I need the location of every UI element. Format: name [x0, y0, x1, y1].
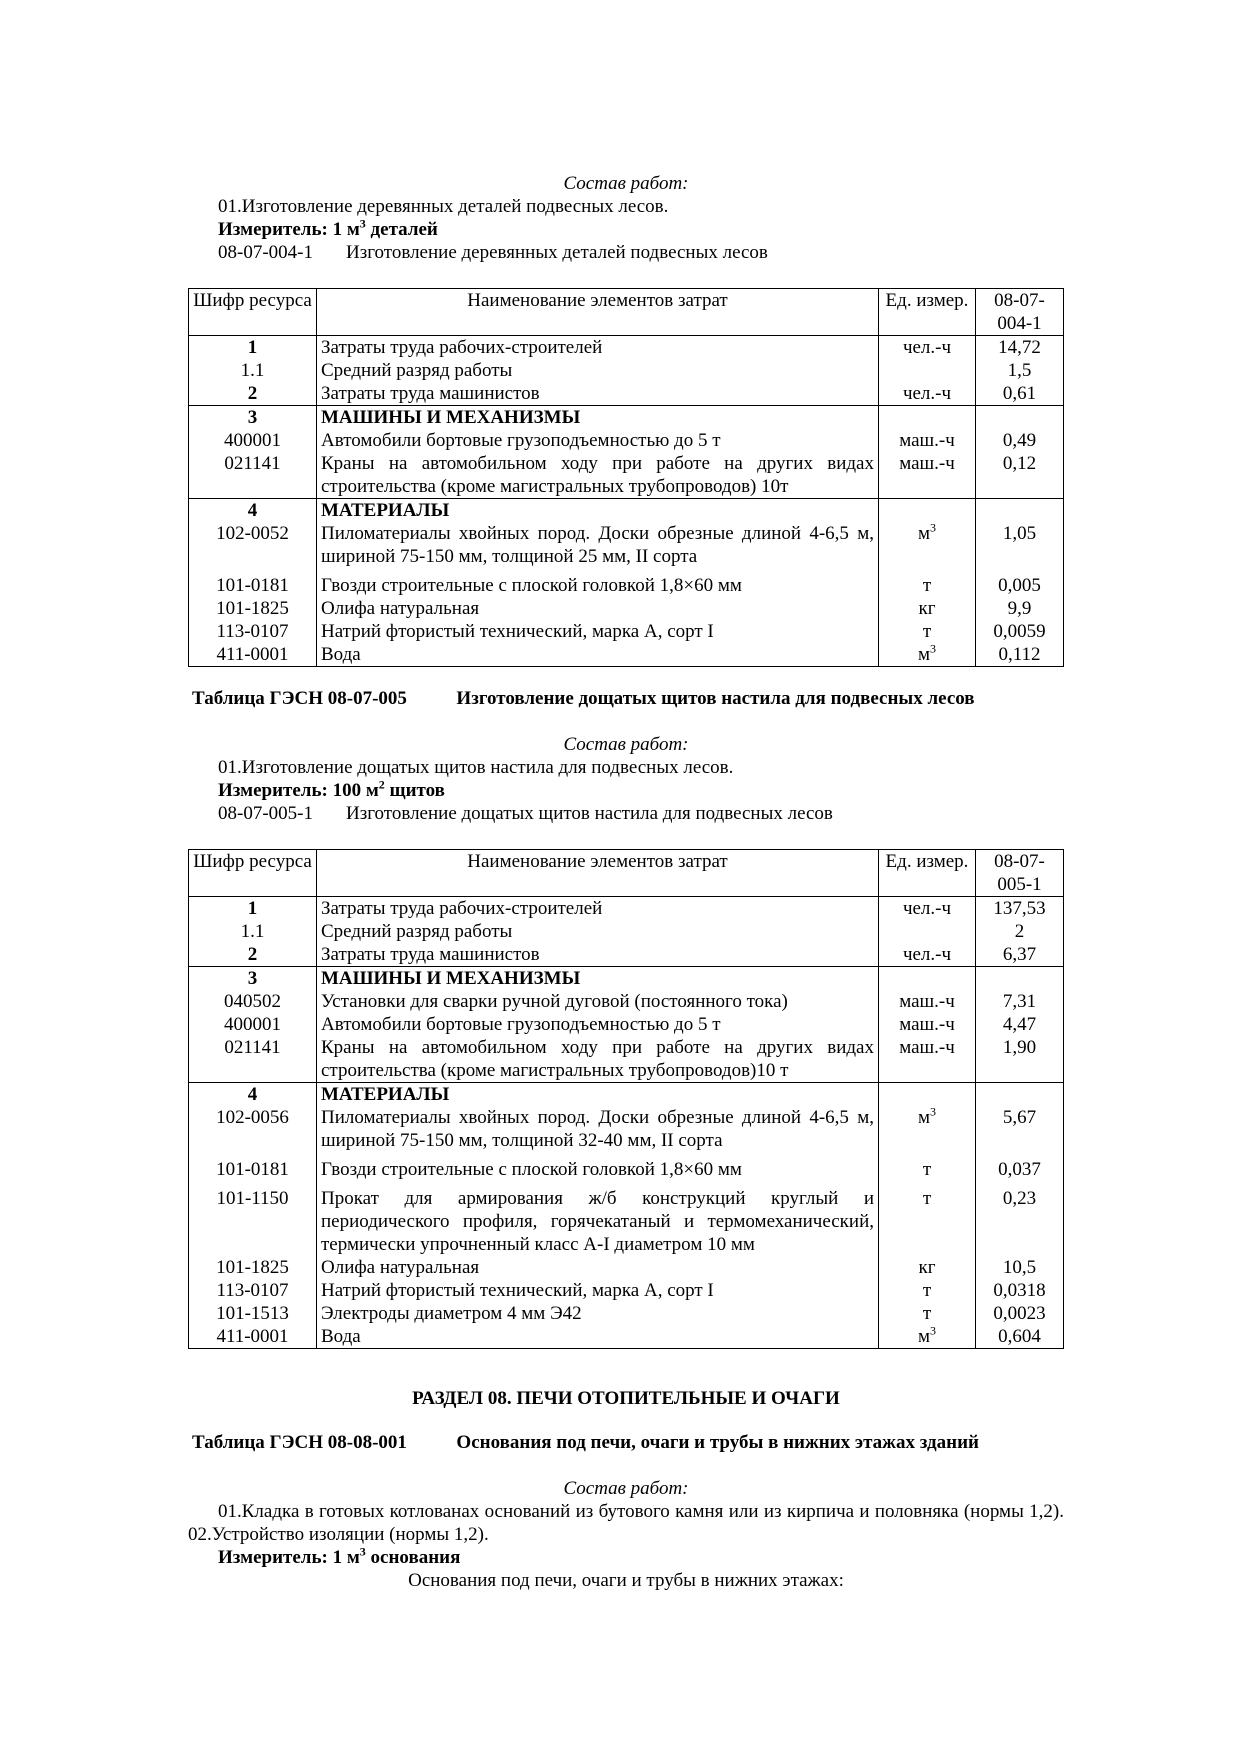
resource-value: 0,0023 — [976, 1302, 1064, 1325]
table-row — [189, 1256, 1064, 1279]
table-header-row — [189, 850, 1064, 897]
resource-name: Гвозди строительные с плоской головкой 1,8×60 мм — [317, 568, 879, 597]
resource-table-2 — [188, 849, 1064, 1349]
resource-table-1 — [188, 288, 1064, 667]
unit-sup: 3 — [930, 520, 937, 535]
resource-code: 021141 — [189, 1036, 317, 1083]
unit-text: т — [922, 621, 932, 642]
subtitle-3: Основания под печи, очаги и трубы в нижних этажах: — [408, 1570, 844, 1591]
resource-name: Олифа натуральная — [317, 597, 879, 620]
resource-unit — [879, 897, 976, 921]
resource-name: Натрий фтористый технический, марка А, сорт I — [317, 620, 879, 643]
table-row — [189, 1302, 1064, 1325]
resource-unit — [879, 359, 976, 382]
izmeritel-unit: основания — [370, 1547, 461, 1568]
izmeritel-sup: 3 — [359, 1544, 366, 1559]
header-norm: 08-07-004-1 — [976, 289, 1064, 336]
resource-unit — [879, 382, 976, 406]
header-name: Наименование элементов затрат — [317, 850, 879, 897]
resource-name: Затраты труда машинистов — [317, 382, 879, 406]
izmeritel-1 — [188, 218, 1094, 241]
header-unit: Ед. измер. — [879, 289, 976, 336]
resource-unit — [879, 1279, 976, 1302]
resource-code: 101-0181 — [189, 568, 317, 597]
resource-code: 101-1513 — [189, 1302, 317, 1325]
resource-unit — [879, 1181, 976, 1256]
resource-value: 0,49 — [976, 429, 1064, 452]
resource-name: Пиломатериалы хвойных пород. Доски обрезные длиной 4-6,5 м, шириной 75-150 мм, толщиной 32-40 мм, II сорта — [317, 1106, 879, 1152]
resource-name: МАТЕРИАЛЫ — [317, 1083, 879, 1107]
resource-value: 10,5 — [976, 1256, 1064, 1279]
resource-unit — [879, 1256, 976, 1279]
table-label: Таблица ГЭСН 08-07-005 — [192, 688, 407, 709]
resource-value: 137,53 — [976, 897, 1064, 921]
resource-code: 411-0001 — [189, 643, 317, 667]
work-text-3: 01.Кладка в готовых котлованах оснований из бутового камня или из кирпича и половняка (нормы 1,2). 02.Устройство изоляции (нормы 1,2). — [188, 1501, 1064, 1545]
resource-name: Натрий фтористый технический, марка А, сорт I — [317, 1279, 879, 1302]
resource-code: 1 — [189, 897, 317, 921]
resource-unit — [879, 568, 976, 597]
resource-code: 101-1825 — [189, 1256, 317, 1279]
resource-value: 14,72 — [976, 336, 1064, 360]
resource-value: 0,037 — [976, 1152, 1064, 1181]
norm-name: Изготовление деревянных деталей подвесных лесов — [346, 242, 768, 263]
resource-value: 7,31 — [976, 990, 1064, 1013]
unit-sup: 3 — [930, 1323, 937, 1338]
resource-name: Прокат для армирования ж/б конструкций круглый и периодического профиля, горячекатаный и термомеханический, термически упрочненный класс А-I диаметром 10 мм — [317, 1181, 879, 1256]
resource-code: 411-0001 — [189, 1325, 317, 1349]
izmeritel-label: Измеритель: — [218, 219, 328, 240]
sostav-label-3: Состав работ: — [563, 1478, 689, 1499]
table-row — [189, 620, 1064, 643]
izmeritel-unit: деталей — [370, 219, 438, 240]
table-row — [189, 382, 1064, 406]
resource-name: Затраты труда рабочих-строителей — [317, 336, 879, 360]
resource-unit — [879, 429, 976, 452]
table-row — [189, 1325, 1064, 1349]
resource-unit — [879, 620, 976, 643]
resource-value: 4,47 — [976, 1013, 1064, 1036]
unit-text: маш.-ч — [899, 1037, 955, 1058]
resource-value: 6,37 — [976, 943, 1064, 967]
resource-code: 4 — [189, 1083, 317, 1107]
resource-value: 0,0059 — [976, 620, 1064, 643]
norm-line-1 — [188, 241, 1094, 264]
izmeritel-label: Измеритель: — [218, 780, 328, 801]
resource-value: 1,90 — [976, 1036, 1064, 1083]
resource-code: 113-0107 — [189, 1279, 317, 1302]
resource-unit — [879, 1302, 976, 1325]
table-title: Изготовление дощатых щитов настила для подвесных лесов — [456, 688, 975, 709]
resource-unit — [879, 643, 976, 667]
izmeritel-value: 1 м — [332, 219, 360, 240]
resource-code: 101-0181 — [189, 1152, 317, 1181]
resource-unit — [879, 597, 976, 620]
table-row — [189, 967, 1064, 991]
resource-value: 0,61 — [976, 382, 1064, 406]
resource-value: 0,23 — [976, 1181, 1064, 1256]
unit-text: м — [917, 1107, 931, 1128]
resource-name: Затраты труда рабочих-строителей — [317, 897, 879, 921]
table-row — [189, 522, 1064, 568]
resource-code: 3 — [189, 967, 317, 991]
resource-value: 0,0318 — [976, 1279, 1064, 1302]
table-row — [189, 336, 1064, 360]
table-row — [189, 1152, 1064, 1181]
table-row — [189, 990, 1064, 1013]
izmeritel-unit: щитов — [389, 780, 445, 801]
table-row — [189, 1106, 1064, 1152]
resource-unit — [879, 499, 976, 523]
unit-text: маш.-ч — [899, 1014, 955, 1035]
table-heading-3 — [192, 1432, 979, 1454]
table-row — [189, 499, 1064, 523]
table-row — [189, 406, 1064, 430]
table-row — [189, 597, 1064, 620]
izmeritel-2 — [188, 779, 1094, 802]
resource-code: 1 — [189, 336, 317, 360]
resource-code: 102-0056 — [189, 1106, 317, 1152]
table-label: Таблица ГЭСН 08-08-001 — [192, 1432, 407, 1453]
unit-text: м — [917, 1326, 931, 1347]
resource-name: Краны на автомобильном ходу при работе на других видах строительства (кроме магистральных трубопроводов) 10т — [317, 452, 879, 499]
resource-name: Средний разряд работы — [317, 920, 879, 943]
izmeritel-label: Измеритель: — [218, 1547, 328, 1568]
resource-value — [976, 406, 1064, 430]
resource-value — [976, 967, 1064, 991]
table-row — [189, 643, 1064, 667]
resource-unit — [879, 920, 976, 943]
resource-value: 2 — [976, 920, 1064, 943]
table-row — [189, 1013, 1064, 1036]
table-row — [189, 452, 1064, 499]
razdel-heading: РАЗДЕЛ 08. ПЕЧИ ОТОПИТЕЛЬНЫЕ И ОЧАГИ — [412, 1388, 840, 1409]
norm-code: 08-07-004-1 — [218, 242, 313, 263]
unit-text: маш.-ч — [899, 453, 955, 474]
work-item-1: 01.Изготовление деревянных деталей подвесных лесов. — [218, 196, 669, 217]
resource-value: 1,05 — [976, 522, 1064, 568]
norm-name: Изготовление дощатых щитов настила для подвесных лесов — [346, 803, 833, 824]
resource-code: 1.1 — [189, 920, 317, 943]
table-header-row — [189, 289, 1064, 336]
header-name: Наименование элементов затрат — [317, 289, 879, 336]
izmeritel-3 — [188, 1546, 1094, 1569]
resource-name: Электроды диаметром 4 мм Э42 — [317, 1302, 879, 1325]
izmeritel-sup: 3 — [359, 216, 366, 231]
resource-unit — [879, 406, 976, 430]
resource-code: 2 — [189, 943, 317, 967]
izmeritel-value: 1 м — [332, 1547, 360, 1568]
unit-text: кг — [918, 598, 936, 619]
table-row — [189, 897, 1064, 921]
resource-value: 1,5 — [976, 359, 1064, 382]
header-code: Шифр ресурса — [189, 289, 317, 336]
sostav-label-2: Состав работ: — [563, 734, 689, 755]
resource-name: Автомобили бортовые грузоподъемностью до 5 т — [317, 1013, 879, 1036]
resource-code: 113-0107 — [189, 620, 317, 643]
unit-text: маш.-ч — [899, 430, 955, 451]
work-item-2: 01.Изготовление дощатых щитов настила для подвесных лесов. — [218, 757, 734, 778]
table-row — [189, 1036, 1064, 1083]
resource-name: Пиломатериалы хвойных пород. Доски обрезные длиной 4-6,5 м, шириной 75-150 мм, толщиной 25 мм, II сорта — [317, 522, 879, 568]
unit-sup: 3 — [930, 641, 937, 656]
resource-unit — [879, 990, 976, 1013]
resource-unit — [879, 943, 976, 967]
resource-code: 2 — [189, 382, 317, 406]
resource-code: 101-1825 — [189, 597, 317, 620]
resource-code: 021141 — [189, 452, 317, 499]
resource-name: Олифа натуральная — [317, 1256, 879, 1279]
unit-text: чел.-ч — [902, 383, 952, 404]
resource-code: 4 — [189, 499, 317, 523]
unit-text: т — [922, 1188, 932, 1209]
resource-code: 1.1 — [189, 359, 317, 382]
unit-text: м — [917, 644, 931, 665]
resource-name: Затраты труда машинистов — [317, 943, 879, 967]
unit-text: чел.-ч — [902, 898, 952, 919]
norm-line-2 — [188, 802, 1094, 825]
table-row — [189, 568, 1064, 597]
unit-text: т — [922, 1280, 932, 1301]
resource-unit — [879, 1325, 976, 1349]
table-row — [189, 429, 1064, 452]
resource-unit — [879, 336, 976, 360]
resource-unit — [879, 967, 976, 991]
unit-text: маш.-ч — [899, 991, 955, 1012]
resource-name: Автомобили бортовые грузоподъемностью до 5 т — [317, 429, 879, 452]
resource-name: Гвозди строительные с плоской головкой 1,8×60 мм — [317, 1152, 879, 1181]
resource-unit — [879, 1013, 976, 1036]
resource-name: Средний разряд работы — [317, 359, 879, 382]
unit-text: т — [922, 1159, 932, 1180]
table-title: Основания под печи, очаги и трубы в нижних этажах зданий — [456, 1432, 979, 1453]
table-row — [189, 943, 1064, 967]
resource-unit — [879, 1152, 976, 1181]
table-row — [189, 1181, 1064, 1256]
resource-name: Вода — [317, 643, 879, 667]
izmeritel-sup: 2 — [378, 777, 385, 792]
norm-code: 08-07-005-1 — [218, 803, 313, 824]
resource-value — [976, 499, 1064, 523]
sostav-label-1: Состав работ: — [563, 173, 689, 194]
resource-name: Вода — [317, 1325, 879, 1349]
table-heading-2 — [192, 688, 975, 710]
resource-code: 3 — [189, 406, 317, 430]
resource-unit — [879, 1106, 976, 1152]
resource-unit — [879, 452, 976, 499]
resource-value: 0,005 — [976, 568, 1064, 597]
table-row — [189, 1083, 1064, 1107]
header-code: Шифр ресурса — [189, 850, 317, 897]
table-row — [189, 1279, 1064, 1302]
header-unit: Ед. измер. — [879, 850, 976, 897]
unit-text: кг — [918, 1257, 936, 1278]
resource-unit — [879, 1036, 976, 1083]
resource-value — [976, 1083, 1064, 1107]
resource-code: 400001 — [189, 1013, 317, 1036]
resource-name: Установки для сварки ручной дуговой (постоянного тока) — [317, 990, 879, 1013]
unit-text: т — [922, 575, 932, 596]
resource-code: 040502 — [189, 990, 317, 1013]
resource-value: 0,604 — [976, 1325, 1064, 1349]
table-row — [189, 359, 1064, 382]
resource-name: Краны на автомобильном ходу при работе на других видах строительства (кроме магистральных трубопроводов)10 т — [317, 1036, 879, 1083]
table-row — [189, 920, 1064, 943]
resource-value: 5,67 — [976, 1106, 1064, 1152]
unit-sup: 3 — [930, 1104, 937, 1119]
unit-text: т — [922, 1303, 932, 1324]
unit-text: чел.-ч — [902, 337, 952, 358]
resource-unit — [879, 1083, 976, 1107]
unit-text: чел.-ч — [902, 944, 952, 965]
resource-value: 0,12 — [976, 452, 1064, 499]
izmeritel-value: 100 м — [332, 780, 379, 801]
resource-name: МАШИНЫ И МЕХАНИЗМЫ — [317, 406, 879, 430]
resource-unit — [879, 522, 976, 568]
resource-code: 101-1150 — [189, 1181, 317, 1256]
resource-code: 102-0052 — [189, 522, 317, 568]
resource-code: 400001 — [189, 429, 317, 452]
resource-name: МАТЕРИАЛЫ — [317, 499, 879, 523]
resource-value: 0,112 — [976, 643, 1064, 667]
resource-value: 9,9 — [976, 597, 1064, 620]
resource-name: МАШИНЫ И МЕХАНИЗМЫ — [317, 967, 879, 991]
unit-text: м — [917, 523, 931, 544]
header-norm: 08-07-005-1 — [976, 850, 1064, 897]
